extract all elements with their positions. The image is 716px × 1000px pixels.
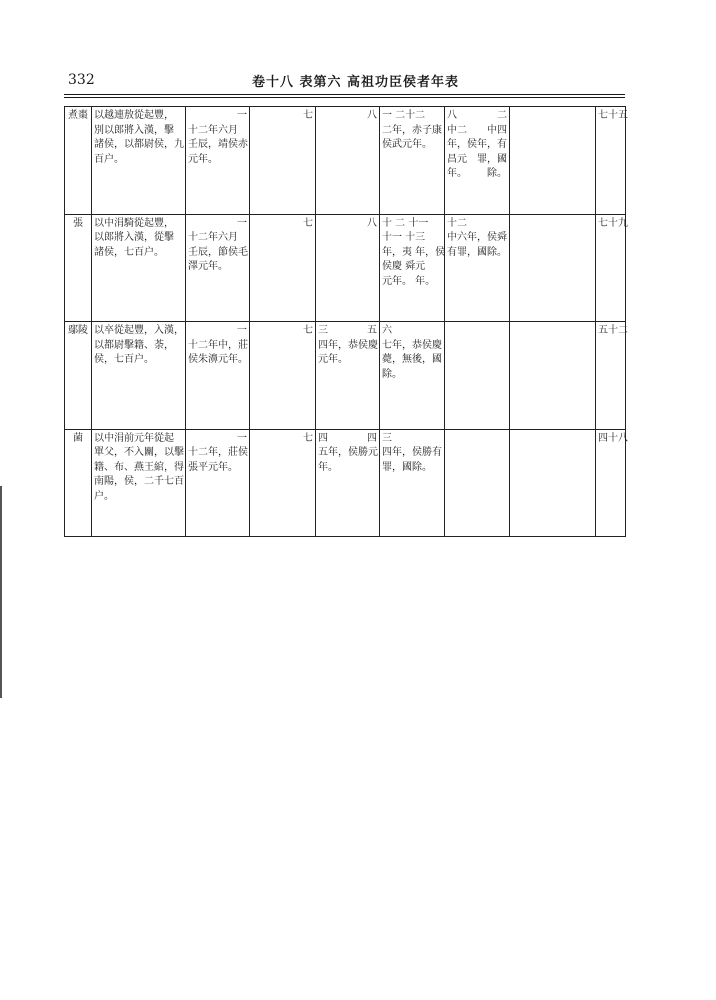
header-rule-top xyxy=(64,94,625,95)
wudi-cell xyxy=(510,429,596,537)
running-title: 卷十八 表第六 高祖功臣侯者年表 xyxy=(252,75,460,90)
jingdi-cell xyxy=(445,429,510,537)
table-row xyxy=(65,214,626,322)
marquis-name: 菌 xyxy=(65,429,92,537)
gaozu-cell: 一 十二年六月 壬辰，節侯毛 澤元年。 xyxy=(186,214,250,322)
rank-cell: 七十九 xyxy=(596,214,626,322)
chronological-table xyxy=(64,106,626,537)
jingdi-cell: 八 中二 年，侯 昌元 年。 二 中四 年，有 罪，國 除。 xyxy=(445,107,510,215)
reason-cell: 以中涓騎從起豐， 以郎將入漢，從擊 諸侯，七百户。 xyxy=(92,214,186,322)
huidi-cell: 七 xyxy=(250,429,316,537)
huidi-cell: 七 xyxy=(250,107,316,215)
rank-cell: 四十八 xyxy=(596,429,626,537)
gaohou-cell: 三 五 四年，恭侯慶 元年。 xyxy=(316,322,380,430)
wendi-cell: 十 二 十一 十一 十三 年，夷 年，侯 侯慶 舜元 元年。 年。 xyxy=(380,214,445,322)
table-row xyxy=(65,322,626,430)
wudi-cell xyxy=(510,214,596,322)
jingdi-cell: 十二 中六年，侯舜 有罪，國除。 xyxy=(445,214,510,322)
header-rule-bottom xyxy=(64,97,625,98)
jingdi-cell xyxy=(445,322,510,430)
marquis-name: 張 xyxy=(65,214,92,322)
wendi-cell: 三 四年，侯勝有 罪，國除。 xyxy=(380,429,445,537)
huidi-cell: 七 xyxy=(250,214,316,322)
gaozu-cell: 一 十二年中，莊 侯朱濞元年。 xyxy=(186,322,250,430)
wendi-cell: 一 二十二 二年，赤子康 侯武元年。 xyxy=(380,107,445,215)
gaohou-cell: 四 四 五年，侯勝元 年。 xyxy=(316,429,380,537)
gaohou-cell: 八 xyxy=(316,107,380,215)
rank-cell: 七十五 xyxy=(596,107,626,215)
marquis-name: 煮棗 xyxy=(65,107,92,215)
table-row xyxy=(65,107,626,215)
gaozu-cell: 一 十二年，莊侯 張平元年。 xyxy=(186,429,250,537)
marquis-name: 鄢陵 xyxy=(65,322,92,430)
gaohou-cell: 八 xyxy=(316,214,380,322)
page-number: 332 xyxy=(68,72,95,88)
rank-cell: 五十二 xyxy=(596,322,626,430)
huidi-cell: 七 xyxy=(250,322,316,430)
wendi-cell: 六 七年，恭侯慶 薨，無後，國 除。 xyxy=(380,322,445,430)
gaozu-cell: 一 十二年六月 壬辰，靖侯赤 元年。 xyxy=(186,107,250,215)
wudi-cell xyxy=(510,107,596,215)
reason-cell: 以中涓前元年從起 單父，不入關，以擊 籍、布、燕王綰，得 南陽，侯，二千七百 户。 xyxy=(92,429,186,537)
reason-cell: 以卒從起豐，入漢， 以都尉擊籍、荼， 侯，七百户。 xyxy=(92,322,186,430)
reason-cell: 以越連敖從起豐， 別以郎將入漢，擊 諸侯，以都尉侯，九 百户。 xyxy=(92,107,186,215)
table-row xyxy=(65,429,626,537)
wudi-cell xyxy=(510,322,596,430)
binding-edge xyxy=(0,486,2,698)
